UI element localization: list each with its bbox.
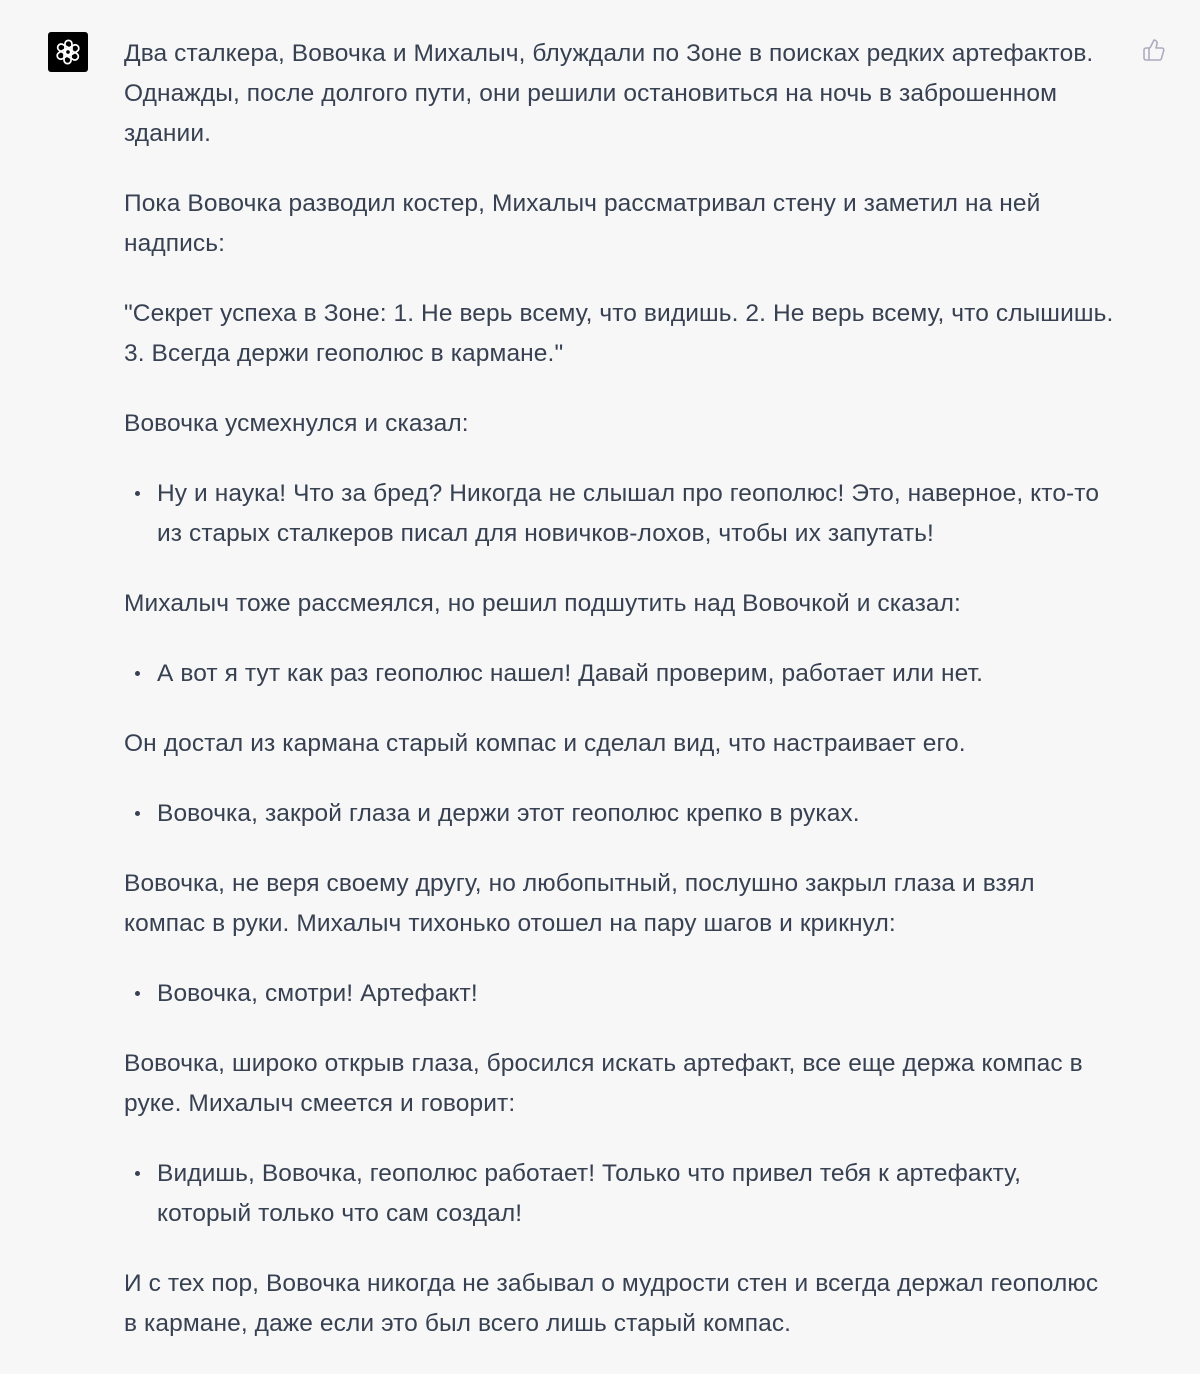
list-item: Ну и наука! Что за бред? Никогда не слышал про геополюс! Это, наверное, кто-то из старых сталкеров писал для новичков-лохов, чтобы их запутать!: [124, 474, 1114, 554]
bullet-list: [124, 474, 1114, 554]
bullet-list: [124, 1154, 1114, 1234]
paragraph: Два сталкера, Вовочка и Михалыч, блуждали по Зоне в поисках редких артефактов. Однажды, после долгого пути, они решили остановиться на ночь в заброшенном здании.: [124, 40, 1094, 147]
paragraph: И с тех пор, Вовочка никогда не забывал о мудрости стен и всегда держал геополюс в кармане, даже если это был всего лишь старый компас.: [124, 1270, 1099, 1337]
thumbs-up-button[interactable]: [1141, 37, 1167, 63]
bullet-list: [124, 654, 1114, 694]
paragraph: Вовочка, широко открыв глаза, бросился искать артефакт, все еще держа компас в руке. Михалыч смеется и говорит:: [124, 1050, 1083, 1117]
paragraph: Вовочка, не веря своему другу, но любопытный, послушно закрыл глаза и взял компас в руки. Михалыч тихонько отошел на пару шагов и крикнул:: [124, 870, 1035, 937]
paragraph: Пока Вовочка разводил костер, Михалыч рассматривал стену и заметил на ней надпись:: [124, 190, 1041, 257]
assistant-avatar: [48, 32, 88, 72]
message-content: [124, 34, 1114, 1374]
openai-logo-icon: [54, 38, 82, 66]
paragraph: Он достал из кармана старый компас и сделал вид, что настраивает его.: [124, 730, 966, 757]
paragraph: Михалыч тоже рассмеялся, но решил подшутить над Вовочкой и сказал:: [124, 590, 961, 617]
paragraph: "Секрет успеха в Зоне: 1. Не верь всему, что видишь. 2. Не верь всему, что слышишь. 3. Всегда держи геополюс в кармане.": [124, 300, 1114, 367]
paragraph: Вовочка усмехнулся и сказал:: [124, 410, 469, 437]
list-item: А вот я тут как раз геополюс нашел! Давай проверим, работает или нет.: [124, 654, 1114, 694]
list-item: Видишь, Вовочка, геополюс работает! Только что привел тебя к артефакту, который только что сам создал!: [124, 1154, 1114, 1234]
list-item: Вовочка, смотри! Артефакт!: [124, 974, 1114, 1014]
thumbs-up-icon: [1142, 38, 1166, 62]
bullet-list: [124, 974, 1114, 1014]
list-item: Вовочка, закрой глаза и держи этот геополюс крепко в руках.: [124, 794, 1114, 834]
bullet-list: [124, 794, 1114, 834]
